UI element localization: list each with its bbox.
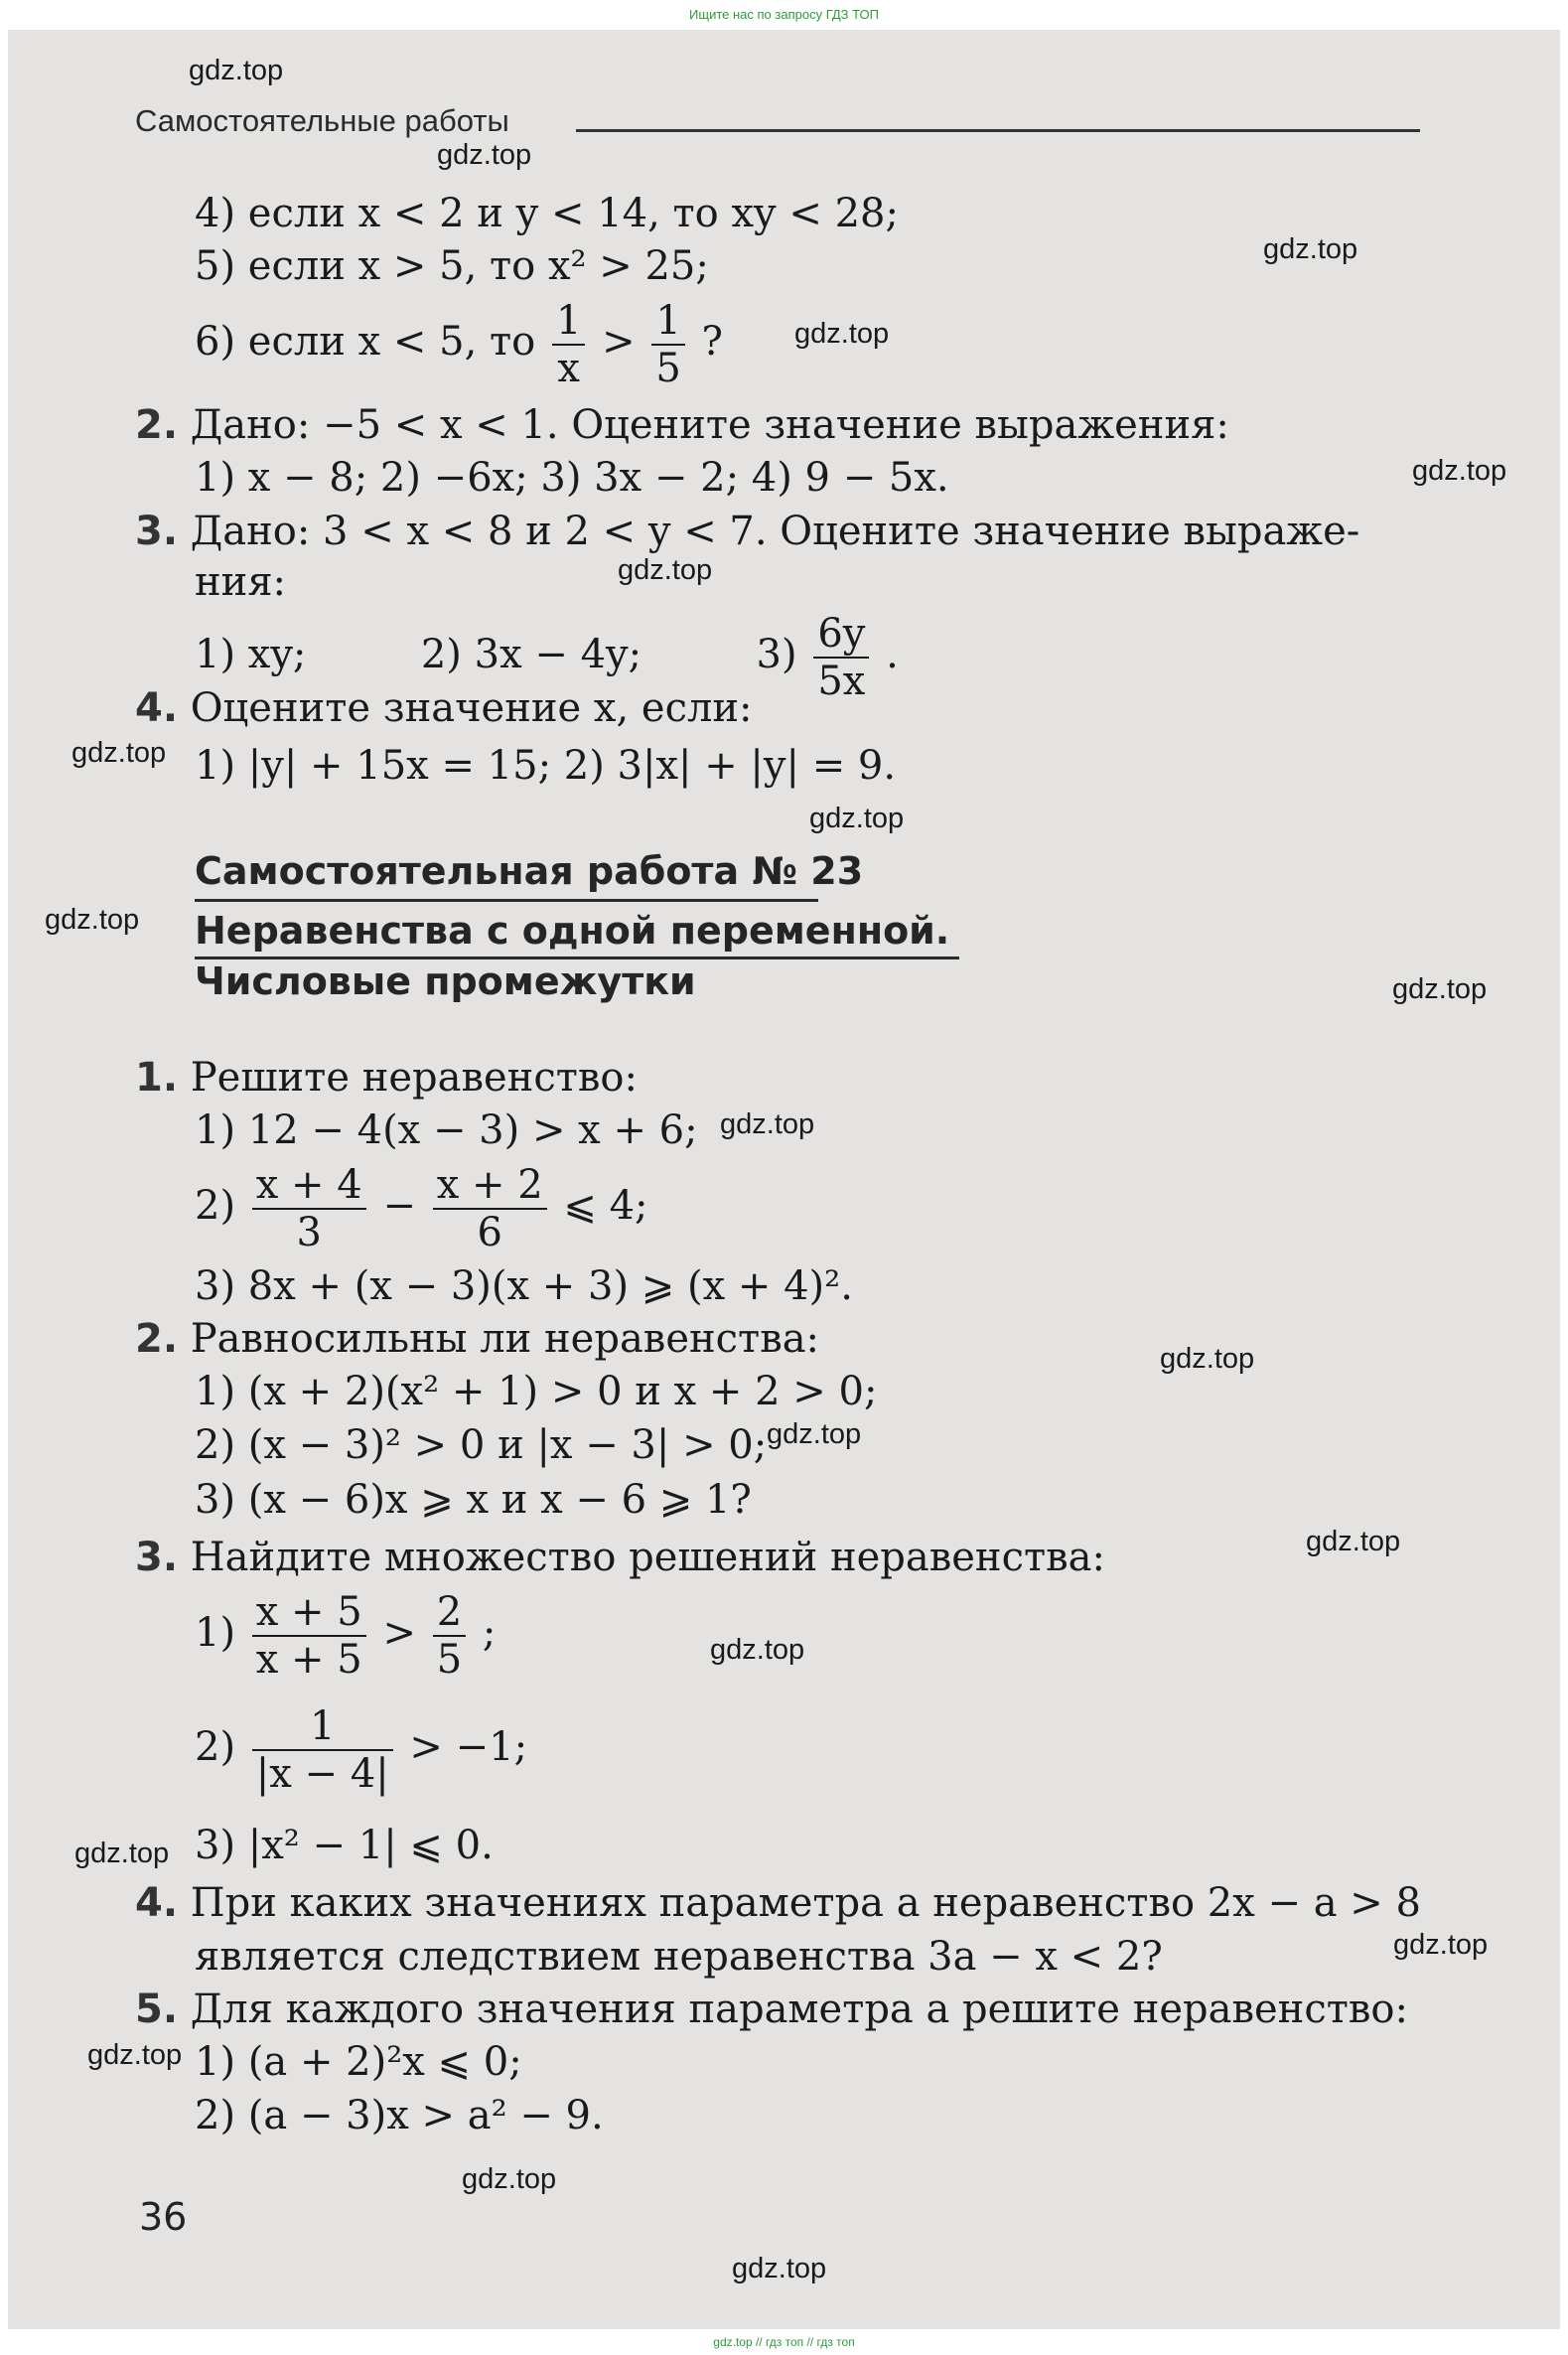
watermark: gdz.top — [1160, 1343, 1255, 1375]
item6-text: 6) если x < 5, то — [195, 319, 536, 365]
semicolon: ; — [482, 1610, 497, 1656]
gt-sign: > — [382, 1610, 416, 1656]
fraction — [252, 1589, 366, 1683]
section-subtitle: Числовые промежутки — [195, 959, 696, 1003]
frac-den: 5 — [655, 346, 681, 391]
watermark: gdz.top — [720, 1108, 815, 1140]
task-text: Решите неравенство: — [190, 1055, 638, 1101]
frac-den: |x − 4| — [255, 1751, 389, 1797]
frac-den: 6 — [477, 1210, 502, 1255]
task-text: При каких значениях параметра a неравенство 2x − a > 8 — [190, 1880, 1421, 1926]
fraction — [433, 1589, 466, 1683]
frac-den: x — [557, 346, 580, 391]
bottom-banner: gdz.top // гдз топ // гдз топ — [713, 2335, 855, 2349]
w23-t1-o3: 3) 8x + (x − 3)(x + 3) ⩾ (x + 4)². — [195, 1263, 853, 1309]
watermark: gdz.top — [794, 318, 890, 350]
task4 — [135, 685, 753, 731]
task4-options: 1) |y| + 15x = 15; 2) 3|x| + |y| = 9. — [195, 743, 897, 789]
watermark: gdz.top — [732, 2253, 827, 2284]
frac-den: x + 5 — [255, 1637, 362, 1683]
task-text: Для каждого значения параметра a решите неравенство: — [190, 1987, 1408, 2032]
task-number: 5. — [135, 1987, 179, 2032]
inequality-tail: ⩽ 4; — [563, 1183, 648, 1229]
task3 — [135, 509, 1359, 554]
fraction — [252, 1703, 393, 1797]
task-number: 1. — [135, 1055, 179, 1101]
watermark: gdz.top — [1393, 1929, 1489, 1961]
minus-sign: − — [382, 1183, 416, 1229]
section-title: Самостоятельная работа № 23 — [195, 849, 864, 893]
option-label: 2) — [195, 1183, 236, 1229]
task1-item5: 5) если x > 5, то x² > 25; — [195, 243, 709, 289]
task-number: 3. — [135, 509, 179, 554]
frac-num: 1 — [552, 298, 585, 346]
w23-t3-o2 — [195, 1703, 527, 1797]
frac-num: x + 5 — [252, 1589, 366, 1637]
task2-options: 1) x − 8; 2) −6x; 3) 3x − 2; 4) 9 − 5x. — [195, 455, 949, 501]
option-label: 2) — [195, 1724, 236, 1770]
fraction — [252, 1162, 366, 1255]
w23-t2-o2: 2) (x − 3)² > 0 и |x − 3| > 0; — [195, 1422, 768, 1468]
watermark: gdz.top — [809, 803, 905, 834]
watermark: gdz.top — [767, 1418, 862, 1450]
gt-sign: > — [602, 319, 636, 365]
watermark: gdz.top — [462, 2163, 557, 2195]
page-header: Самостоятельные работы — [135, 103, 509, 138]
watermark: gdz.top — [87, 2039, 183, 2071]
w23-t1-o2 — [195, 1162, 648, 1255]
watermark: gdz.top — [437, 139, 532, 171]
frac-num: x + 4 — [252, 1162, 366, 1210]
task-text: Дано: −5 < x < 1. Оцените значение выражения: — [190, 402, 1229, 448]
fraction — [651, 298, 684, 391]
w23-task1 — [135, 1055, 638, 1101]
page-number: 36 — [139, 2195, 188, 2239]
question-mark: ? — [701, 319, 723, 365]
fraction — [813, 611, 869, 704]
task-number: 4. — [135, 1880, 179, 1926]
watermark: gdz.top — [1412, 455, 1507, 487]
task-text: Оцените значение x, если: — [190, 685, 753, 731]
w23-task4 — [135, 1880, 1421, 1926]
frac-num: 1 — [252, 1703, 393, 1751]
watermark: gdz.top — [710, 1634, 805, 1666]
period: . — [886, 632, 899, 677]
frac-num: 6y — [813, 611, 869, 659]
task1-item6 — [195, 298, 723, 391]
w23-t2-o1: 1) (x + 2)(x² + 1) > 0 и x + 2 > 0; — [195, 1369, 878, 1414]
inequality-tail: > −1; — [409, 1724, 528, 1770]
watermark: gdz.top — [1392, 973, 1488, 1005]
watermark: gdz.top — [618, 554, 713, 586]
option-1: 1) xy; — [195, 632, 307, 677]
frac-den: 5 — [436, 1637, 463, 1683]
watermark: gdz.top — [71, 737, 167, 769]
w23-t5-o2: 2) (a − 3)x > a² − 9. — [195, 2093, 604, 2138]
watermark: gdz.top — [189, 55, 284, 86]
task-number: 2. — [135, 402, 179, 448]
watermark: gdz.top — [1263, 233, 1358, 265]
frac-num: x + 2 — [433, 1162, 547, 1210]
frac-den: 3 — [296, 1210, 322, 1255]
fraction — [433, 1162, 547, 1255]
task-number: 2. — [135, 1316, 179, 1362]
w23-t1-o1: 1) 12 − 4(x − 3) > x + 6; — [195, 1107, 698, 1153]
section-subtitle: Неравенства с одной переменной. — [195, 909, 950, 953]
watermark: gdz.top — [45, 904, 140, 936]
option-label: 1) — [195, 1610, 236, 1656]
w23-t5-o1: 1) (a + 2)²x ⩽ 0; — [195, 2039, 522, 2085]
task-text: Найдите множество решений неравенства: — [190, 1535, 1105, 1580]
frac-den: 5x — [817, 659, 866, 704]
frac-num: 1 — [651, 298, 684, 346]
task-text: Дано: 3 < x < 8 и 2 < y < 7. Оцените значение выраже- — [190, 509, 1360, 554]
task3-text-cont: ния: — [195, 559, 287, 605]
task2 — [135, 402, 1229, 448]
task1-item4: 4) если x < 2 и y < 14, то xy < 28; — [195, 191, 899, 236]
w23-t2-o3: 3) (x − 6)x ⩾ x и x − 6 ⩾ 1? — [195, 1477, 752, 1523]
w23-t3-o1 — [195, 1589, 496, 1683]
w23-t3-o3: 3) |x² − 1| ⩽ 0. — [195, 1823, 494, 1868]
w23-task5 — [135, 1987, 1408, 2032]
w23-task3 — [135, 1535, 1105, 1580]
top-banner: Ищите нас по запросу ГДЗ ТОП — [689, 7, 879, 22]
fraction — [552, 298, 585, 391]
option-3: 3) — [756, 632, 797, 677]
watermark: gdz.top — [74, 1838, 170, 1869]
w23-t4-text-cont: является следствием неравенства 3a − x < 2? — [195, 1934, 1163, 1980]
watermark: gdz.top — [1306, 1526, 1401, 1557]
option-2: 2) 3x − 4y; — [420, 632, 642, 677]
w23-task2 — [135, 1316, 819, 1362]
task-number: 3. — [135, 1535, 179, 1580]
section-title-rule — [195, 899, 818, 902]
frac-num: 2 — [433, 1589, 466, 1637]
header-rule — [576, 129, 1420, 132]
task-text: Равносильны ли неравенства: — [190, 1316, 820, 1362]
task-number: 4. — [135, 685, 179, 731]
